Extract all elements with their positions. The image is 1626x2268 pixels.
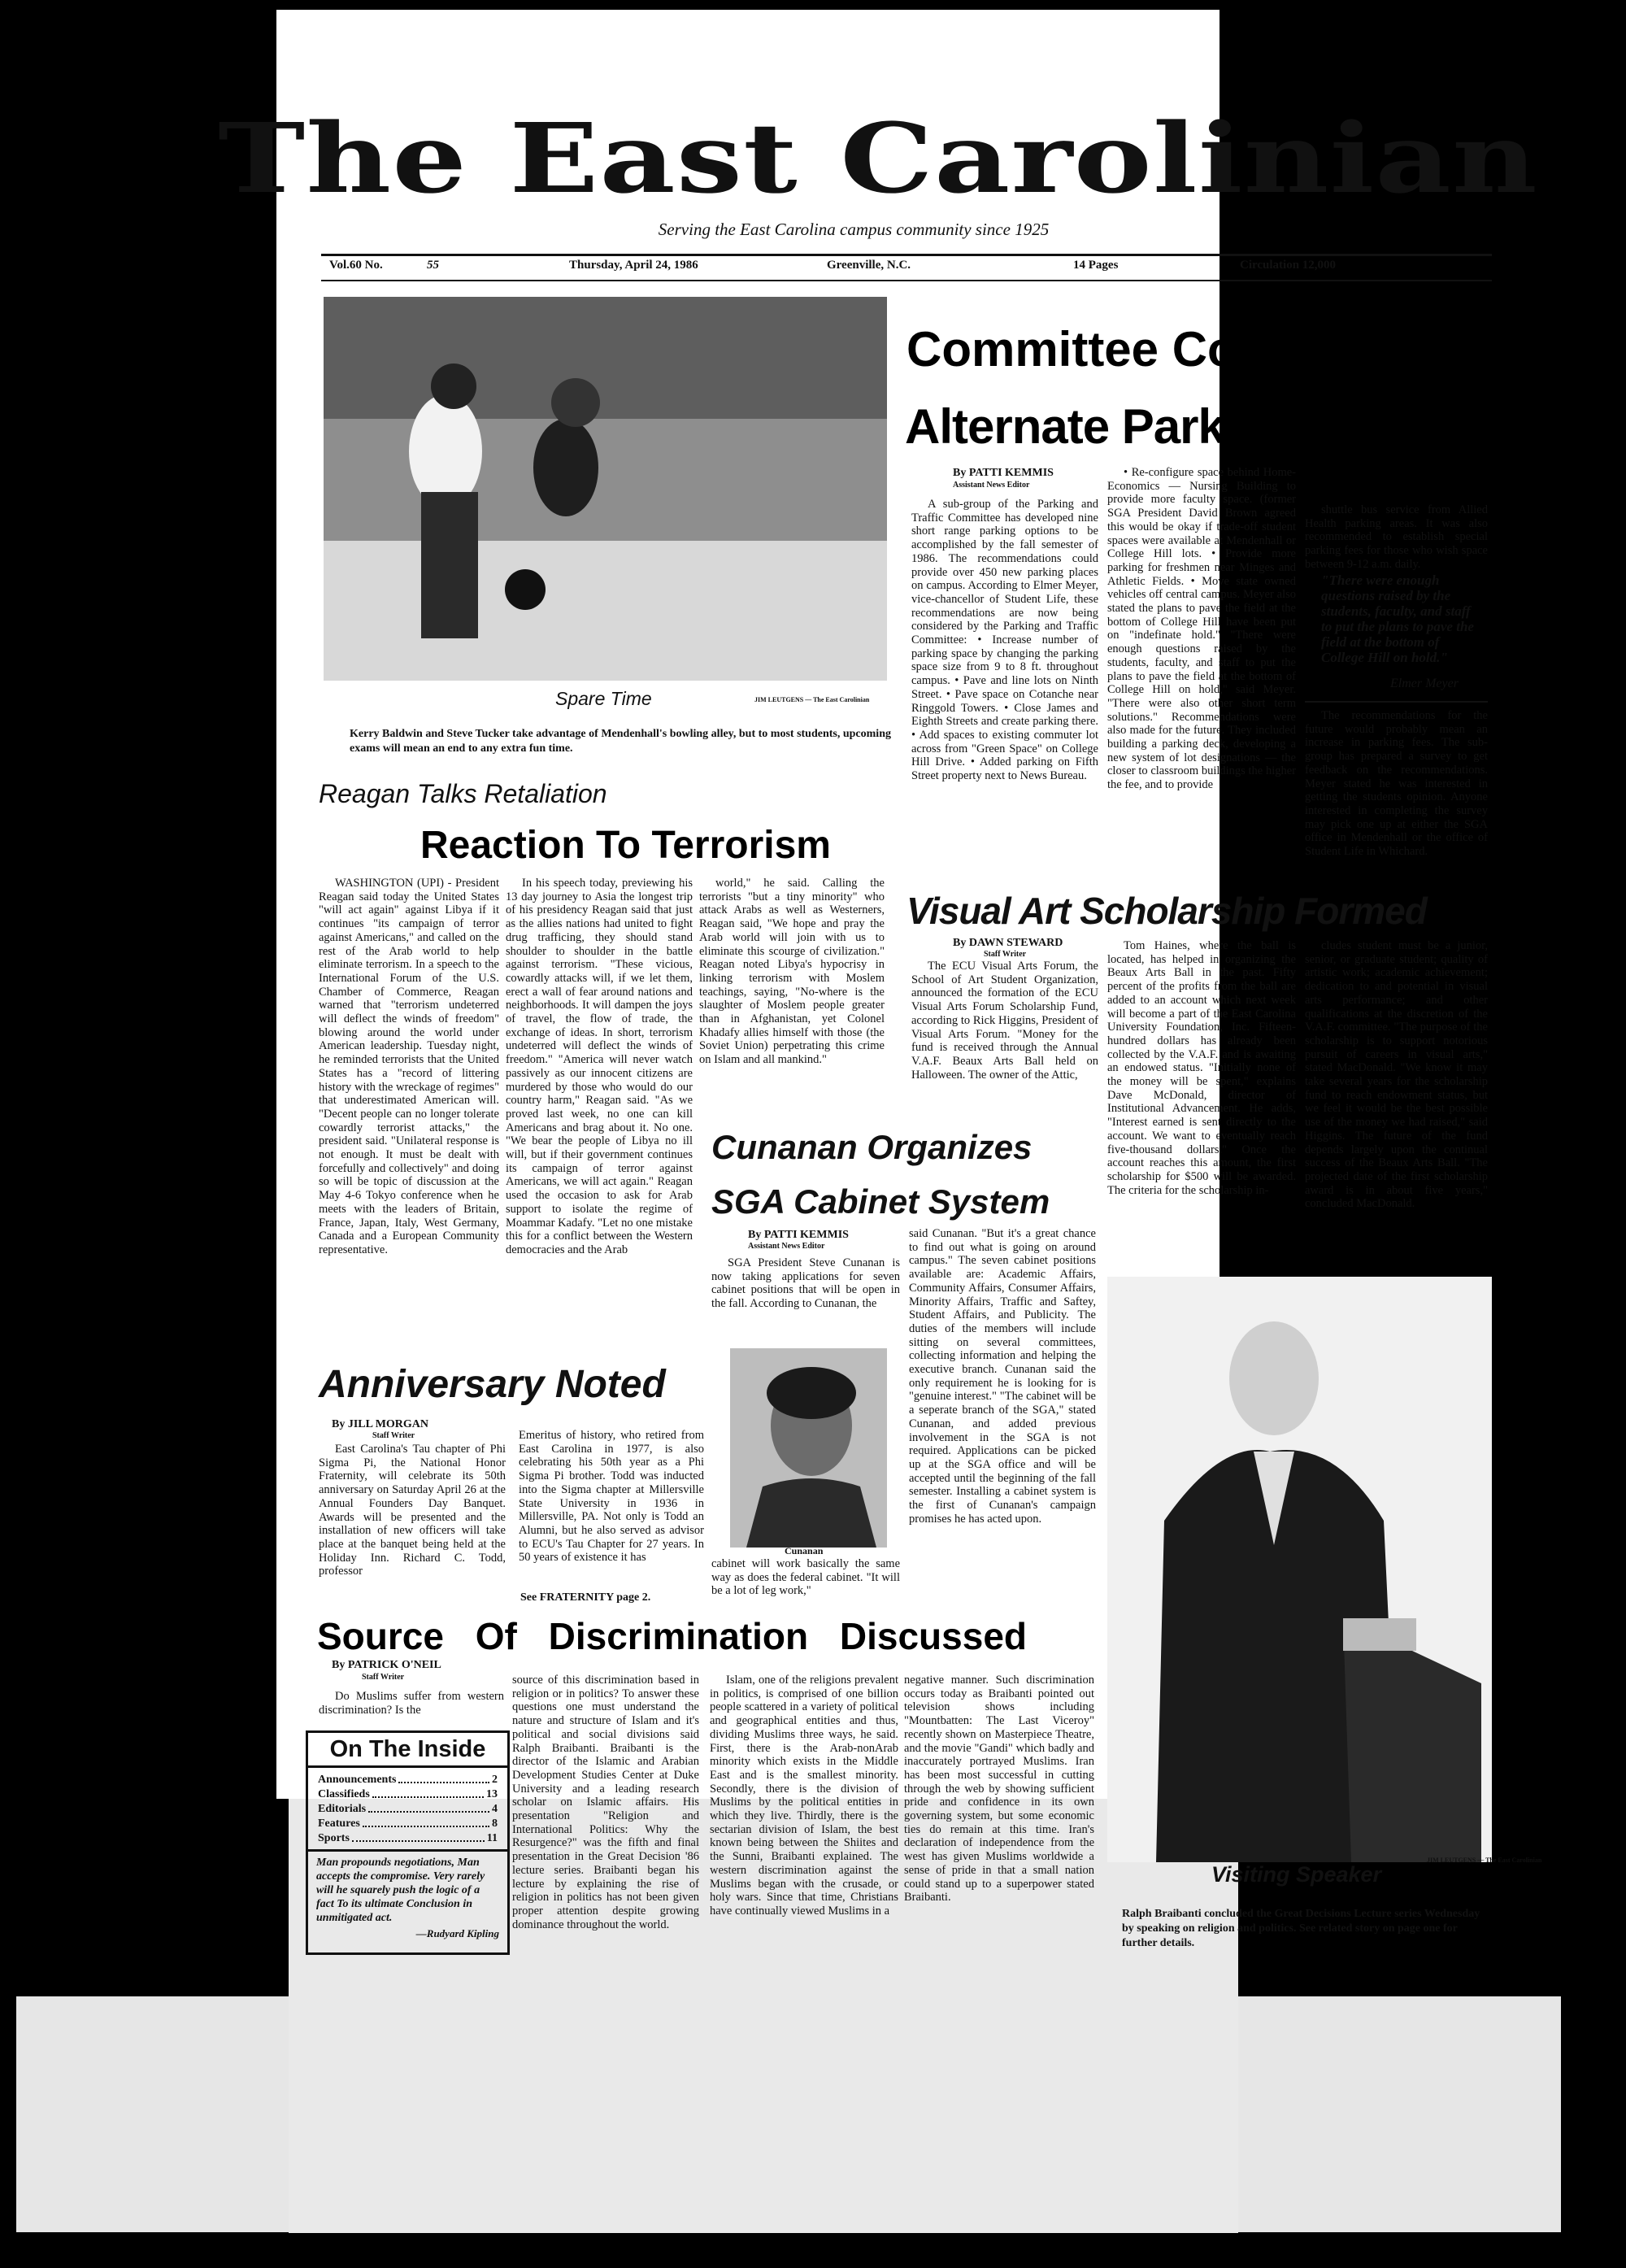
toc-dots: [398, 1773, 489, 1783]
toc-page: 11: [486, 1832, 498, 1844]
visual-art-byline: By DAWN STEWARD: [953, 937, 1063, 949]
speaker-photo: [1107, 1277, 1492, 1862]
masthead-tagline: Serving the East Carolina campus community since 1925: [658, 220, 1050, 239]
anniversary-col-2: [519, 1429, 704, 1591]
visual-art-role: Staff Writer: [984, 950, 1027, 959]
toc-dots: [368, 1802, 489, 1813]
toc-row[interactable]: [318, 1817, 498, 1831]
visual-art-col-3: [1305, 939, 1488, 1273]
volume: Vol.60 No.: [329, 259, 383, 272]
volume-handwritten: 55: [427, 259, 439, 272]
discrimination-col-3: [710, 1674, 898, 1954]
cunanan-col-1-bottom: [711, 1557, 900, 1610]
toc-dots: [352, 1831, 485, 1842]
visual-art-col-2: [1107, 939, 1296, 1273]
discrimination-col-4-text: negative manner. Such discrimination occurs today as Braibanti pointed out television shows including "Mountbatten: The Last Viceroy" recently shown on Masterpiece Theatre, and the movie "Gandi" which badly and inaccurately portrayed Muslims. Iran has been most successful in cutting through the web by showing sufficient pride and confidence in its own governing system, but some economic ties do remain at this time. Iran's declaration of independence from the west has given Muslims worldwide a sense of pride in that a small nation could stand up to a superpower stated Braibanti.: [904, 1674, 1094, 1905]
fraternity-jump: See FRATERNITY page 2.: [520, 1591, 651, 1604]
terrorism-col-3: [699, 877, 885, 1080]
spare-time-caption: Kerry Baldwin and Steve Tucker take advantage of Mendenhall's bowling alley, but to most students, upcoming exams will mean an end to any extra fun time.: [350, 728, 891, 755]
cunanan-headline-2: SGA Cabinet System: [711, 1182, 1050, 1221]
discrimination-col-1-text: Do Muslims suffer from western discrimination? Is the: [319, 1690, 504, 1717]
speaker-credit: JIM LEUTGENS — The East Carolinian: [1427, 1857, 1542, 1864]
parking-pull-attribution: Elmer Meyer: [1390, 677, 1459, 690]
cunanan-role: Assistant News Editor: [748, 1242, 825, 1251]
toc-page: 13: [486, 1788, 498, 1800]
toc-label: Sports: [318, 1832, 350, 1844]
terrorism-col-2: [506, 877, 693, 1341]
toc-page: 8: [492, 1817, 498, 1830]
top-rule-2: [321, 280, 1492, 281]
circulation: Circulation 12,000: [1240, 259, 1337, 272]
speaker-photo-art: [1107, 1277, 1492, 1862]
cunanan-headline-1: Cunanan Organizes: [711, 1128, 1033, 1166]
pull-quote-rule: [1305, 701, 1488, 703]
bowling-photo-art: [324, 297, 887, 681]
toc-label: Announcements: [318, 1774, 397, 1786]
toc-label: Features: [318, 1817, 360, 1830]
parking-col-3-bottom: [1305, 709, 1488, 896]
cunanan-col-2: [909, 1227, 1096, 1609]
inside-title: On The Inside: [308, 1733, 507, 1768]
parking-pull-quote: "There were enough questions raised by the students, faculty, and staff to put the plans to pave the field at the bottom of College Hill on hold.": [1321, 572, 1474, 665]
inside-box: [306, 1730, 510, 1955]
cunanan-col-1: [711, 1256, 900, 1354]
toc-dots: [372, 1787, 484, 1798]
toc-page: 4: [492, 1803, 498, 1815]
anniversary-byline: By JILL MORGAN: [332, 1418, 429, 1430]
cunanan-col-1-bottom-text: cabinet will work basically the same way as does the federal cabinet. "It will be a lot of leg work,": [711, 1557, 900, 1598]
inside-toc: [308, 1768, 507, 1849]
discrimination-col-2-text: source of this discrimination based in religion or in politics? To answer these questions one must understand the nature and structure of Islam and it's political and social divisions said Ralph Braibanti. Braibanti is the director of the Islamic and Arabian Development Studies Center at Duke University and a leading research scholar on Islamic affairs. His presentation "Religion and International Politics: Why the Resurgence?" was the fifth and final presentation in the Great Decision '86 lecture series. Braibanti began his lecture by explaining the rise of religion in politics has not been given proper attention despite growing dominance throughout the world.: [512, 1674, 699, 1931]
dateline: [321, 254, 1492, 278]
discrimination-role: Staff Writer: [362, 1673, 405, 1682]
discrimination-col-2: [512, 1674, 699, 1954]
toc-row[interactable]: [318, 1787, 498, 1802]
issue-date: Thursday, April 24, 1986: [569, 259, 698, 272]
visual-art-col-2-text: Tom Haines, where the ball is located, has helped in organizing the Beaux Arts Ball in the past. Fifty percent of the profits from the ball are added to an account which next week will become a part of the East Carolina University Foundation, Inc. Fifteen-hundred dollars has already been collected by the V.A.F. and is awaiting an endowed status. "Initially none of the money will be spent," explains Dave McDonald, director of Institutional Advancement. He adds, "Interest earned is sent directly to the account. We want to eventually reach five-thousand dollars." Once the account reaches this amount, the first scholarship for $500 will be awarded. The criteria for the scholarship in-: [1107, 939, 1296, 1197]
cunanan-byline: By PATTI KEMMIS: [748, 1229, 849, 1241]
discrimination-col-4: [904, 1674, 1094, 1954]
terrorism-col-1-text: WASHINGTON (UPI) - President Reagan said today the United States "will act again" against Libya if it continues "its campaign of terror against Americans," and called on the rest of the Arab world to help eliminate terrorism. In a speech to the International Forum of the U.S. Chamber of Commerce, Reagan warned that "terrorism undeterred will deflect the winds of freedom" blowing around the world under American leadership. Tuesday night, he reminded terrorists that the United States has a "record of littering history with the wreckage of regimes" that underestimated American will. "Decent people can no longer tolerate cowardly terrorist attacks," the president said. "Unilateral response is not enough. It must be dealt with forcefully and collectively" and doing so will be topic of discussion at the May 4-6 Tokyo conference when he meets with the leaders of Britain, France, Japan, Italy, West Germany, Canada and a European Community representative.: [319, 877, 499, 1256]
toc-row[interactable]: [318, 1802, 498, 1817]
inside-quote: Man propounds negotiations, Man accepts the compromise. Very rarely will he squarely push the logic of a fact To its ultimate Conclusion in unmitigated act.: [308, 1849, 507, 1925]
cunanan-col-1-text: SGA President Steve Cunanan is now taking applications for seven cabinet positions that will be open in the fall. According to Cunanan, the: [711, 1256, 900, 1311]
parking-col-3-top-text: shuttle bus service from Allied Health parking areas. It was also recommended to establish special parking fees for those who wish space between 9-12 a.m. daily.: [1305, 503, 1488, 571]
page-count: 14 Pages: [1073, 259, 1119, 272]
anniversary-headline: Anniversary Noted: [319, 1363, 666, 1406]
toc-page: 2: [492, 1774, 498, 1786]
discrimination-byline: By PATRICK O'NEIL: [332, 1659, 441, 1671]
anniversary-col-1-text: East Carolina's Tau chapter of Phi Sigma Pi, the National Honor Fraternity, will celebrate its 50th anniversary on Saturday April 26 at the Annual Founders Day Banquet. Awards will be presented and the installation of new officers will take place at the banquet being held at the Holiday Inn. Richard C. Todd, professor: [319, 1443, 506, 1578]
terrorism-col-1: [319, 877, 499, 1341]
terrorism-col-2-text: In his speech today, previewing his 13 day journey to Asia the longest trip of his presidency Reagan said that just as the allies nations had united to fight drug trafficing, they should stand shoulder to shoulder in the battle against terrorism. "These vicious, cowardly attacks will, if we let them, erect a wall of fear around nations and neighborhoods. It will dampen the joys of travel, the flow of trade, the exchange of ideas. In short, terrorism undeterred will deflect the winds of freedom." "America will never watch passively as our innocent citizens are murdered by those who would do our country harm," Reagan said. "As we proved last week, no one can kill Americans and brag about it. No one. "We bear the people of Libya no ill will, but if their government continues its campaign of terror against Americans, we will act again." Reagan used the occasion to ask for Arab support to isolate the regime of Moammar Kadafy. "Let no one mistake this for a conflict between the Western democracies and the Arab: [506, 877, 693, 1256]
toc-label: Editorials: [318, 1803, 367, 1815]
bowling-photo: [324, 297, 887, 681]
discrimination-headline: Source Of Discrimination Discussed: [317, 1615, 1028, 1657]
visual-art-col-1: [911, 960, 1098, 1122]
parking-col-3-bottom-text: The recommendations for the future would probably mean an increase in parking fees. The sub-group has prepared a survey to get feedback on the recommendations. Meyer stated he was interested in getting the students opinion. Anyone interested in completing the survey may pick one up at either the SGA office in Mendenhall or the office of Student Life in Whichard.: [1305, 709, 1488, 859]
spare-time-credit: JIM LEUTGENS — The East Carolinian: [754, 696, 870, 703]
parking-col-2: [1107, 466, 1296, 888]
spare-time-title: Spare Time: [555, 688, 652, 709]
parking-headline-2: Alternate Parking Areas: [905, 399, 1438, 454]
parking-role: Assistant News Editor: [953, 481, 1030, 490]
cunanan-col-2-text: said Cunanan. "But it's a great chance to find out what is going on around campus." The seven cabinet positions available are: Academic Affairs, Community Affairs, Consumer Affairs, Minority Affairs, Traffic and Saftey, Student Affairs, and Publicity. The duties of the members will include sitting on several committees, collecting information and helping the executive branch. Cunanan said the only requirement he is looking for is "genuine interest." "The cabinet will be a seperate branch of the SGA," stated Cunanan, and added previous involvement in the SGA is not required. Applications can be picked up at the SGA office and will be accepted until the beginning of the fall semester. Installing a cabinet system is the first of Cunanan's campaign promises he has acted upon.: [909, 1227, 1096, 1526]
parking-col-1-text: A sub-group of the Parking and Traffic Committee has developed nine short range parking options to be accomplished by the fall semester of 1986. The recommendations could provide over 450 new parking places on campus. According to Elmer Meyer, vice-chancellor of Student Life, these recommendations are now being considered by the Parking and Traffic Committee: • Increase number of parking space by changing the parking space size from 9 to 8 ft. throughout campus. • Pave and line lots on Ninth Street. • Pave space on Cotanche near Ringgold Towers. • Close James and Eighth Streets and create parking there. • Add spaces to existing commuter lot across from "Green Space" on College Hill Drive. • Added parking on Fifth Street property next to News Bureau.: [911, 498, 1098, 783]
anniversary-col-2-text: Emeritus of history, who retired from East Carolina in 1977, is also celebrating his 50th year as a Phi Sigma Pi brother. Todd was inducted into the Sigma chapter at Millersville State University in 1936 in Millersville, PA. Not only is Todd an Alumni, but he also served as advisor to ECU's Tau Chapter for 27 years. In 50 years of existence it has: [519, 1429, 704, 1565]
speaker-caption: Ralph Braibanti concluded the Great Decisions Lecture series Wednesday by speaking on religion and politics. See related story on page one for further details.: [1122, 1908, 1480, 1949]
parking-headline-1: Committee Considers: [906, 322, 1411, 377]
terrorism-headline: Reaction To Terrorism: [420, 824, 831, 867]
visual-art-headline: Visual Art Scholarship Formed: [906, 890, 1427, 932]
parking-byline: By PATTI KEMMIS: [953, 467, 1054, 479]
visual-art-col-1-text: The ECU Visual Arts Forum, the School of Art Student Organization, announced the formation of the ECU Visual Arts Forum Scholarship Fund, according to Rick Higgins, President of Visual Arts Forum. "Money for the fund is received through the Annual V.A.F. Beaux Arts Ball held on Halloween. The owner of the Attic,: [911, 960, 1098, 1082]
inside-quote-attribution: —Rudyard Kipling: [415, 1927, 499, 1939]
cunanan-photo-caption: Cunanan: [785, 1545, 824, 1556]
place: Greenville, N.C.: [827, 259, 911, 272]
parking-col-1: [911, 498, 1098, 888]
parking-col-2-text: • Re-configure space behind Home-Economics — Nursing Building to provide more faculty space. (former SGA President David Brown agreed this would be okay if trade-off student spaces were available at Mendenhall or College Hill lots. • Provide more parking for freshmen near Minges and Athletic Fields. • Move state owned vehicles off central campus. Meyer also stated the plans to pave the field at the bottom of College Hill have been put on "indefinate hold." "There were enough questions raised by the students, faculty, and staff to put the plans to pave the field at the bottom of College Hill on hold," said Meyer. "There were also other short term solutions." Recommendations were also made for the future. They included building a parking deck, developing a new system of lot designations — the closer to classroom buildings the higher the fee, and to provide: [1107, 466, 1296, 792]
cunanan-photo: [730, 1348, 887, 1548]
discrimination-col-1: [319, 1690, 504, 1721]
masthead-title: The East Carolinian: [218, 102, 1538, 215]
terrorism-kicker: Reagan Talks Retaliation: [319, 779, 607, 808]
visual-art-col-3-text: cludes student must be a junior, senior, or graduate student; quality of artistic work; academic achievement; dedication to and potential in visual arts performance; and other qualifications at the discretion of the V.A.F. committee. "The purpose of the scholarship is to support notorious pursuit of careers in visual arts," stated MacDonald. "We know it may take several years for the scholarship fund to reach endowment status, but we feel it would be the best possible use of the money we had raised," said Higgins. The future of the fund depends largely upon the continual success of the Beaux Arts Ball. "The projected date of the first scholarship award is in about five years," concluded MacDonald.: [1305, 939, 1488, 1211]
anniversary-role: Staff Writer: [372, 1431, 415, 1440]
anniversary-col-1: [319, 1443, 506, 1605]
toc-row[interactable]: [318, 1831, 498, 1846]
discrimination-col-3-text: Islam, one of the religions prevalent in politics, is comprised of one billion people scattered in a variety of political and geographical entities and thus, dividing Muslims three ways, he said. First, there is the Arab-nonArab minority which exists in the Middle East and is the smallest minority. Secondly, there is the division of Muslims by the political entities in which they live. Thirdly, there is the sectarian division of Islam, the best known being between the Shiites and the Sunni, Braibanti explained. The western discrimination against the Muslims began with the crusade, or holy wars. Since that time, Christians have continually viewed Muslims in a: [710, 1674, 898, 1918]
toc-row[interactable]: [318, 1773, 498, 1787]
cunanan-photo-art: [730, 1348, 887, 1548]
terrorism-col-3-text: world," he said. Calling the terrorists "but a tiny minority" who attack Arabs as well as Westerners, Reagan said, "We hope and pray the Arab world will join with us to eliminate this scourge of civilization." Reagan noted Libya's hypocrisy in linking terrorism with Moslem teachings, saying, "No-where is the slaughter of Moslem people greater than in Afghanistan, yet Colonel Khadafy allies himself with those (the Soviet Union) perpetrating this crime on Islam and all mankind.": [699, 877, 885, 1067]
speaker-title: Visiting Speaker: [1211, 1862, 1382, 1887]
toc-dots: [363, 1817, 489, 1827]
toc-label: Classifieds: [318, 1788, 370, 1800]
